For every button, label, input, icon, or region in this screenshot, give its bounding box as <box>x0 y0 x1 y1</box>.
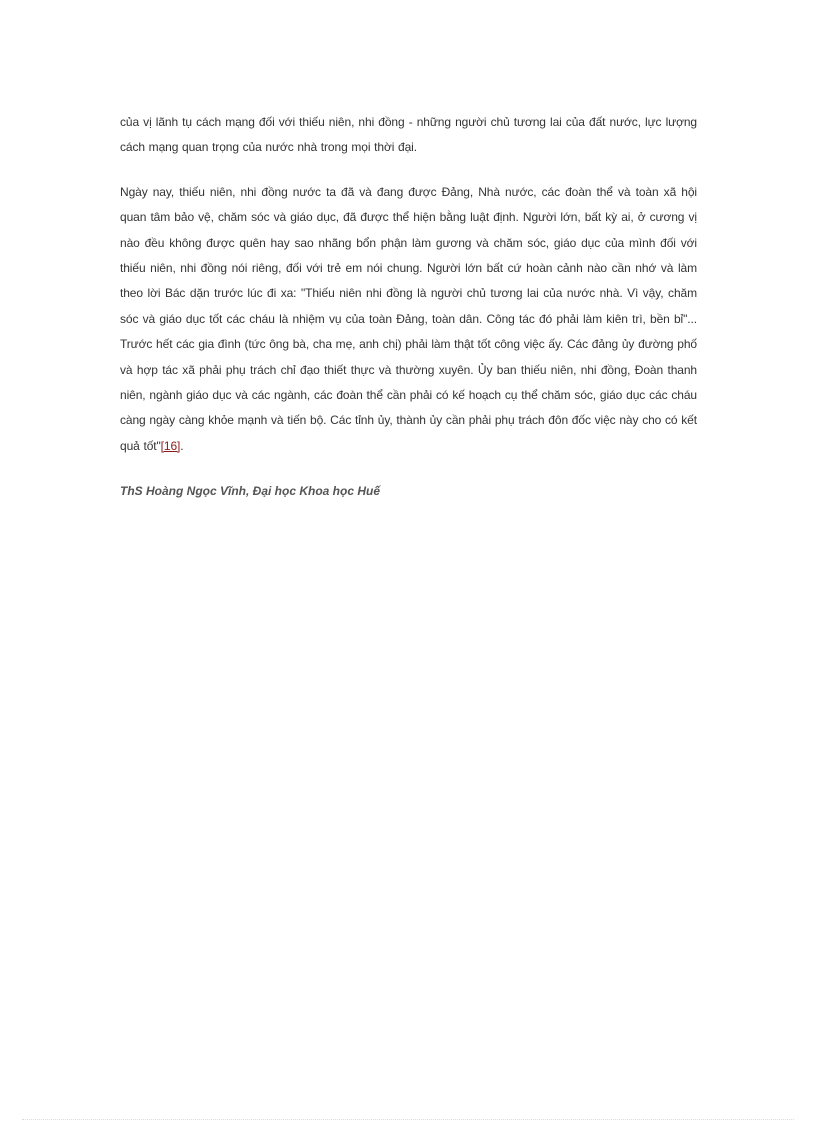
document-body <box>120 110 697 504</box>
paragraph-2-end: . <box>180 438 184 453</box>
paragraph-2-text: Ngày nay, thiếu niên, nhi đồng nước ta đã và đang được Đảng, Nhà nước, các đoàn thể và toàn xã hội quan tâm bảo vệ, chăm sóc và giáo dục, đã được thể hiện bằng luật định. Người lớn, bất kỳ ai, ở cương vị nào đều không được quên hay sao nhãng bổn phận làm gương và chăm sóc, giáo dục của mình đối với thiếu niên, nhi đồng nói riêng, đối với trẻ em nói chung. Người lớn bất cứ hoàn cảnh nào cần nhớ và làm theo lời Bác dặn trước lúc đi xa: "Thiếu niên nhi đồng là người chủ tương lai của nước nhà. Vì vậy, chăm sóc và giáo dục tốt các cháu là nhiệm vụ của toàn Đảng, toàn dân. Công tác đó phải làm kiên trì, bền bỉ"... Trước hết các gia đình (tức ông bà, cha mẹ, anh chị) phải làm thật tốt công việc ấy. Các đảng ủy đường phố và hợp tác xã phải phụ trách chỉ đạo thiết thực và thường xuyên. Ủy ban thiếu niên, nhi đồng, Đoàn thanh niên, ngành giáo dục và các ngành, các đoàn thể cần phải có kế hoạch cụ thể chăm sóc, giáo dục các cháu càng ngày càng khỏe mạnh và tiến bộ. Các tỉnh ủy, thành ủy cần phải phụ trách đôn đốc việc này cho có kết quả tốt" <box>120 184 697 453</box>
paragraph-1: của vị lãnh tụ cách mạng đối với thiếu niên, nhi đồng - những người chủ tương lai của đất nước, lực lượng cách mạng quan trọng của nước nhà trong mọi thời đại. <box>120 115 697 155</box>
reference-link[interactable]: [16] <box>160 438 181 453</box>
author-signature: ThS Hoàng Ngọc Vĩnh, Đại học Khoa học Huế <box>120 484 381 499</box>
paragraph-2 <box>120 180 697 459</box>
page-bottom-divider <box>22 1119 794 1120</box>
